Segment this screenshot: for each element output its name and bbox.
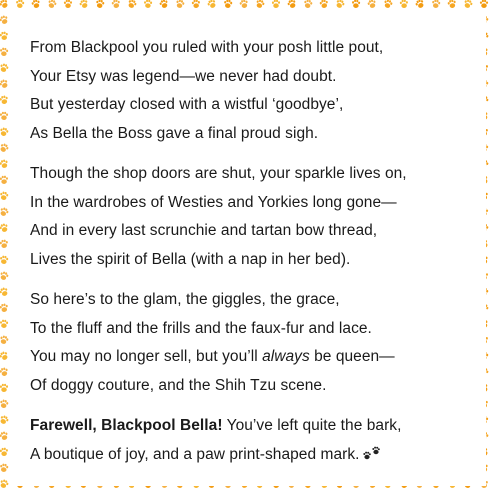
- paw-print-icon: [400, 0, 409, 8]
- line-text: A boutique of joy, and a paw print-shaped mark.: [30, 445, 360, 463]
- paw-print-icon: [0, 78, 9, 89]
- stanza-1: [30, 34, 470, 148]
- paw-print-icon: [0, 303, 9, 313]
- poem-line: In the wardrobes of Westies and Yorkies long gone—: [30, 193, 397, 211]
- paw-prints-icon: [362, 443, 382, 472]
- paw-print-icon: [0, 255, 9, 264]
- paw-print-icon: [0, 350, 9, 361]
- paw-print-icon: [175, 0, 185, 9]
- paw-print-icon: [31, 0, 41, 9]
- paw-print-icon: [463, 0, 474, 9]
- paw-print-icon: [0, 239, 9, 248]
- paw-print-icon: [0, 0, 10, 9]
- paw-print-icon: [95, 0, 105, 9]
- paw-print-icon: [0, 335, 9, 345]
- paw-print-icon: [447, 0, 457, 9]
- paw-print-icon: [272, 0, 280, 8]
- line-text: You may no longer sell, but you’ll: [30, 348, 263, 365]
- poem-line: From Blackpool you ruled with your posh little pout,: [30, 39, 384, 56]
- paw-print-icon: [239, 0, 249, 9]
- poem-line: [30, 343, 470, 372]
- paw-print-icon: [383, 0, 393, 9]
- poem-line: So here’s to the glam, the giggles, the grace,: [30, 291, 340, 308]
- paw-print-icon: [0, 367, 9, 377]
- poem-line: But yesterday closed with a wistful ‘goodbye’,: [30, 96, 344, 113]
- paw-print-icon: [0, 271, 9, 282]
- line-text: You’ve left quite the bark,: [222, 417, 402, 434]
- paw-print-icon: [15, 0, 24, 8]
- poem-line: To the fluff and the frills and the faux-fur and lace.: [30, 319, 372, 337]
- poem-line: And in every last scrunchie and tartan bow thread,: [30, 222, 378, 239]
- paw-print-icon: [287, 0, 298, 9]
- paw-print-icon: [0, 206, 10, 217]
- paw-print-icon: [159, 0, 169, 9]
- paw-print-icon: [47, 0, 58, 9]
- stanza-4: [30, 412, 470, 471]
- poem-line: Though the shop doors are shut, your sparkle lives on,: [30, 165, 407, 182]
- stanza-2: [30, 160, 470, 274]
- paw-print-icon: [0, 431, 9, 441]
- paw-print-icon: [192, 0, 201, 8]
- paw-print-icon: [0, 112, 8, 120]
- poem-line: Of doggy couture, and the Shih Tzu scene.: [30, 376, 327, 394]
- paw-print-icon: [0, 447, 8, 456]
- poem-line: As Bella the Boss gave a final proud sigh.: [30, 124, 319, 142]
- poem-line: Lives the spirit of Bella (with a nap in her bed).: [30, 250, 351, 268]
- poem-line: [30, 441, 470, 472]
- paw-print-icon: [0, 399, 9, 409]
- paw-print-icon: [319, 0, 328, 9]
- paw-print-icon: [0, 176, 8, 185]
- paw-print-icon: [0, 47, 8, 56]
- paw-print-icon: [0, 14, 9, 25]
- poem-line: [30, 412, 470, 441]
- paw-print-icon: [0, 142, 10, 153]
- paw-print-icon: [367, 0, 377, 9]
- paw-print-icon: [255, 0, 266, 9]
- paw-print-icon: [0, 384, 8, 392]
- paw-print-icon: [78, 0, 89, 9]
- farewell-heading: Farewell, Blackpool Bella!: [30, 417, 223, 434]
- poem-card: [14, 14, 486, 486]
- paw-print-icon: [111, 0, 121, 9]
- paw-print-icon: [0, 320, 8, 329]
- paw-print-icon: [206, 0, 217, 9]
- paw-print-icon: [335, 0, 346, 9]
- paw-print-icon: [0, 63, 9, 73]
- paw-print-icon: [0, 159, 9, 169]
- paw-print-icon: [0, 463, 9, 472]
- paw-print-icon: [0, 223, 9, 234]
- paw-print-icon: [64, 0, 72, 8]
- stanza-3: [30, 286, 470, 400]
- paw-print-icon: [0, 127, 9, 137]
- paw-print-icon: [127, 0, 138, 9]
- paw-print-icon: [223, 0, 232, 8]
- paw-print-icon: [0, 478, 9, 489]
- paw-print-icon: [303, 0, 313, 9]
- paw-print-icon: [352, 0, 361, 8]
- paw-print-icon: [0, 191, 9, 201]
- paw-print-icon: [0, 414, 10, 425]
- paw-print-icon: [414, 0, 425, 9]
- paw-print-icon: [0, 31, 9, 40]
- emphasis-word: always: [262, 348, 310, 365]
- paw-print-icon: [0, 95, 9, 105]
- paw-print-icon: [144, 0, 153, 8]
- poem-line: Your Etsy was legend—we never had doubt.: [30, 67, 337, 85]
- paw-print-icon: [431, 0, 440, 9]
- paw-print-icon: [480, 0, 488, 8]
- line-text: be queen—: [309, 348, 395, 365]
- paw-print-icon: [0, 286, 9, 297]
